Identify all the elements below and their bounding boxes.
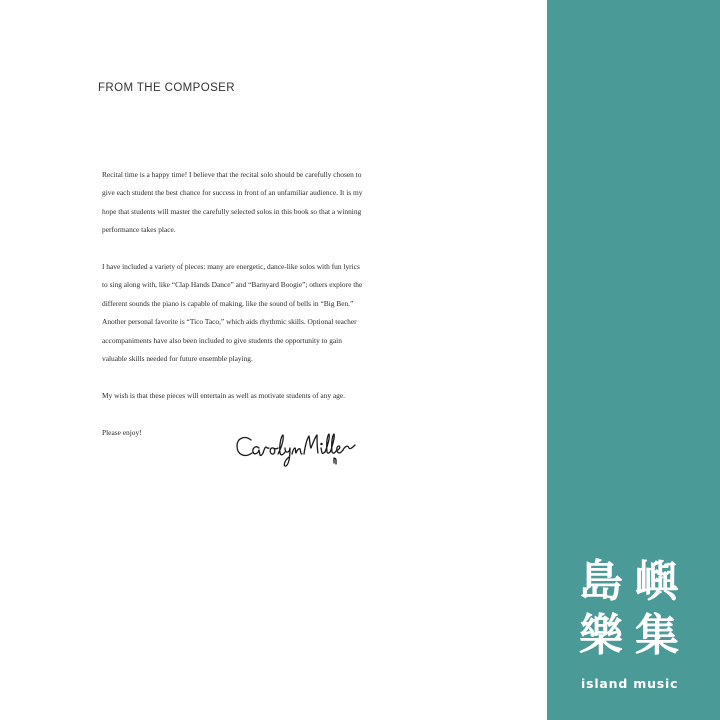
paragraph-line: My wish is that these pieces will entertain as well as motivate students of any age. [102, 391, 346, 400]
paragraph-line: to sing along with, like “Clap Hands Dance” and “Barnyard Boogie”; others explore the [102, 280, 363, 290]
logo-character: 集 [635, 610, 679, 661]
page-heading: FROM THE COMPOSER [98, 82, 235, 94]
logo-character: 嶼 [635, 556, 679, 607]
paragraph-line: performance takes place. [102, 225, 176, 235]
paragraph-line: Recital time is a happy time! I believe that the recital solo should be carefully chosen to [102, 170, 362, 179]
paragraph-line: I have included a variety of pieces: many are energetic, dance-like solos with fun lyrics [102, 262, 360, 271]
paragraph-wish [102, 387, 345, 405]
paragraph-line: give each student the best chance for success in front of an unfamiliar audience. It is my [102, 188, 363, 198]
paragraph-line: accompaniments have also been included to give students the opportunity to gain [102, 335, 342, 345]
brand-sidebar [547, 0, 720, 720]
logo-character: 樂 [579, 610, 623, 661]
logo-subtitle: island music [581, 676, 679, 691]
island-music-logo [579, 556, 699, 691]
paragraph-line: valuable skills needed for future ensemble playing. [102, 353, 253, 363]
paragraph-line: hope that students will master the carefully selected solos in this book so that a winning [102, 206, 362, 216]
paragraph-intro [102, 166, 362, 240]
logo-character: 島 [579, 556, 623, 607]
paragraph-line: different sounds the piano is capable of making, like the sound of bells in “Big Ben.” [102, 298, 354, 308]
paragraph-closing [102, 424, 142, 442]
paragraph-line: Another personal favorite is “Tico Taco,” which aids rhythmic skills. Optional teacher [102, 317, 357, 327]
paragraph-line: Please enjoy! [102, 428, 142, 437]
composer-signature [232, 428, 362, 474]
paragraph-pieces [102, 258, 362, 368]
